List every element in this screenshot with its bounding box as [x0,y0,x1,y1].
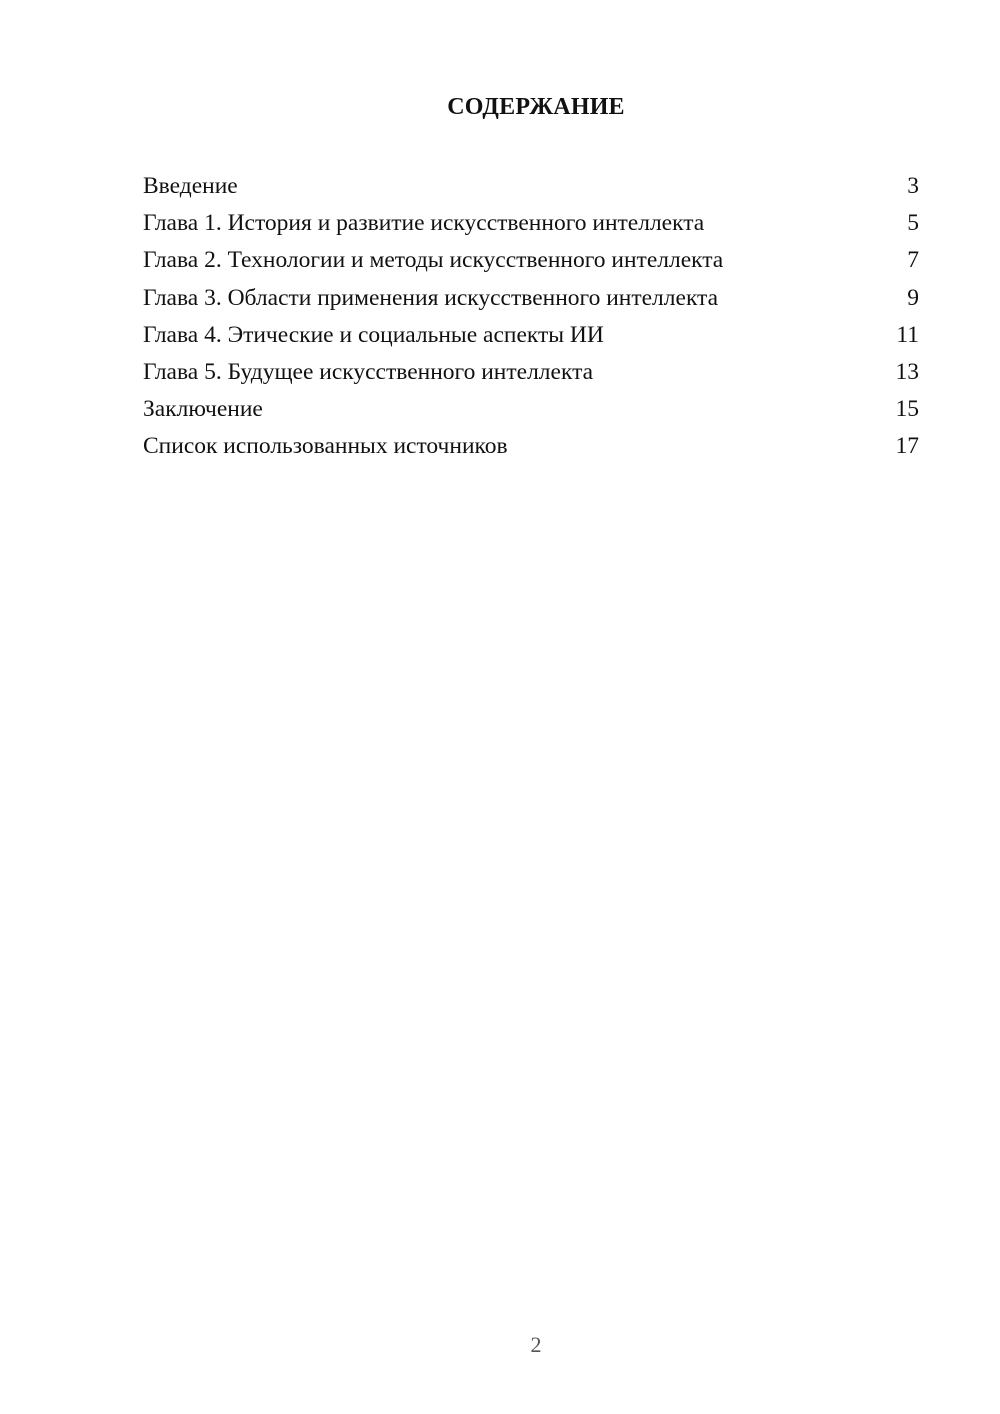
toc-entry-page-number: 15 [895,396,919,423]
toc-entry-label: Глава 1. История и развитие искусственного интеллекта [143,210,705,237]
toc-entry-label: Введение [143,173,238,199]
toc-entry-page-number: 13 [895,358,919,385]
toc-entry-chapter-5 [143,354,919,391]
toc-entry-label: Глава 2. Технологии и методы искусственного интеллекта [143,247,724,274]
toc-entry-conclusion [143,391,919,428]
toc-entry-page-number: 3 [907,173,919,199]
toc-entry-introduction [143,168,919,205]
toc-entry-label: Глава 3. Области применения искусственного интеллекта [143,284,719,311]
toc-entry-chapter-4 [143,317,919,354]
table-of-contents [143,168,919,466]
toc-entry-page-number: 11 [896,321,919,348]
toc-entry-label: Глава 5. Будущее искусственного интеллекта [143,358,594,385]
toc-entry-label: Заключение [143,396,263,423]
toc-entry-label: Глава 4. Этические и социальные аспекты ИИ [143,321,604,348]
toc-entry-chapter-1 [143,205,919,242]
toc-entry-page-number: 9 [907,284,919,311]
page-number: 2 [530,1332,542,1357]
toc-entry-chapter-2 [143,242,919,279]
toc-entry-label: Список использованных источников [143,433,508,460]
toc-entry-chapter-3 [143,280,919,317]
toc-entry-page-number: 17 [895,433,919,460]
toc-entry-references [143,428,919,465]
toc-entry-page-number: 7 [907,247,919,274]
toc-entry-page-number: 5 [907,210,919,237]
toc-heading: СОДЕРЖАНИЕ [447,94,625,120]
